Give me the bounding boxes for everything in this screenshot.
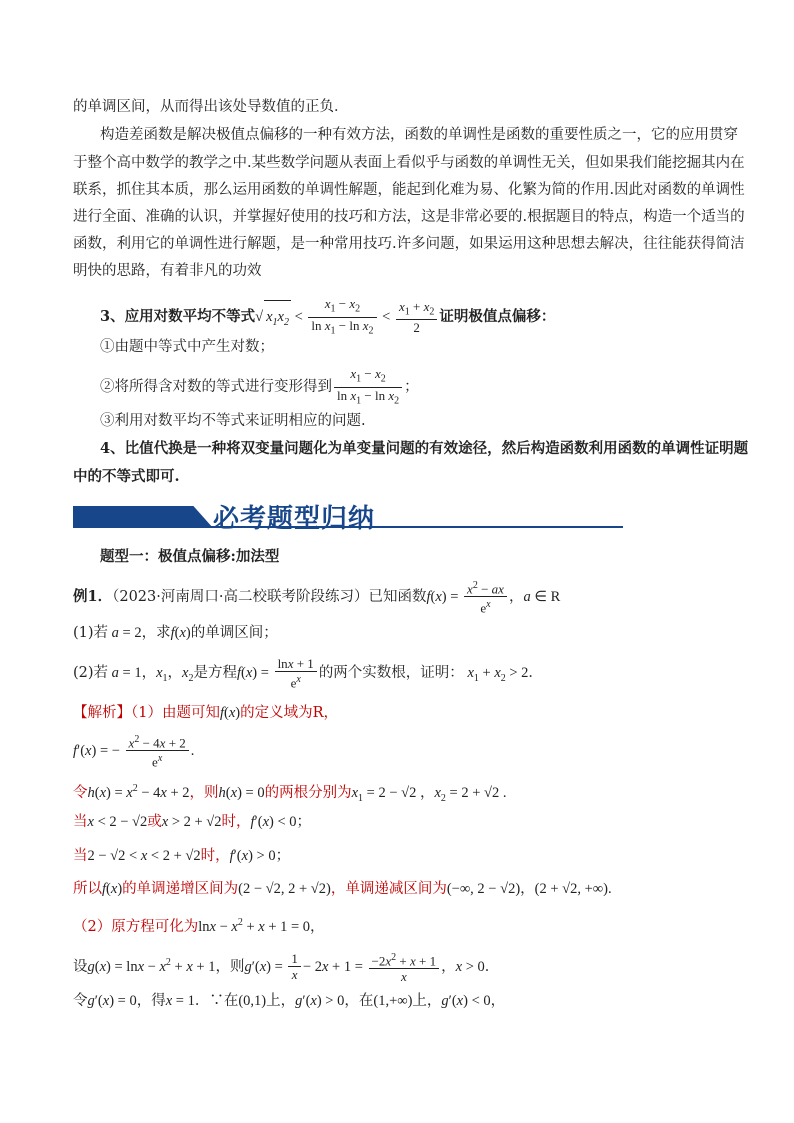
- section-banner: [73, 500, 623, 534]
- g-zero-mid-4: ，在: [344, 993, 374, 1009]
- g-prefix: 设: [73, 958, 88, 975]
- h-mid: ，则: [189, 784, 219, 801]
- step-2: ②将所得含对数的等式进行变形得到 $\frac{x_1 - x_2}{\ln x_1 - \ln x_2}$ ；: [100, 366, 419, 407]
- item-4-line-1: 4、比值代换是一种将双变量问题化为单变量问题的有效途径，然后构造函数利用函数的单调性证明题: [100, 440, 749, 457]
- step-2-suffix: ；: [404, 379, 419, 396]
- step-2-prefix: ②将所得含对数的等式进行变形得到: [100, 379, 332, 396]
- item-3: 3、应用对数平均不等式√ $x_1x_2$ < $\frac{x_1 - x_2}{\ln x_1 - \ln x_2}$ < $\frac{x_1 + x_2}{2}$ 证明极值点偏移：: [100, 296, 725, 328]
- paragraph-diff-3: 联系，抓住其本质，那么运用函数的单调性解题，能起到化难为易、化繁为简的作用.因此对函数的单调性: [73, 182, 745, 198]
- h-prefix: 令: [73, 784, 88, 801]
- g-zero-mid: ，得: [136, 993, 166, 1009]
- q2-mid-1: ，: [141, 665, 157, 682]
- banner-title: 必考题型归纳: [213, 504, 376, 534]
- paragraph-diff-1: 构造差函数是解决极值点偏移的一种有效方法，函数的单调性是函数的重要性质之一，它的应用贯穿: [100, 127, 738, 143]
- paragraph-diff-5: 函数，利用它的单调性进行解题，是一种常用技巧.许多问题，如果运用这种思想去解决，往往能获得简洁: [73, 236, 745, 252]
- h-mid-2: 的两根分别为: [264, 784, 352, 801]
- step-3: ③利用对数平均不等式来证明相应的问题.: [100, 413, 366, 429]
- q2-mid-2: 是方程: [193, 665, 237, 682]
- paragraph-diff-6: 明快的思路，有着非凡的功效: [73, 263, 262, 279]
- question-2: (2)若 a = 1，$x_1$，$x_2$是方程f(x) = $\frac{\ln x + 1}{e^x}$ 的两个实数根，证明： $x_1 + x_2 > 2$．: [73, 656, 543, 691]
- q2-prefix: (2)若: [73, 665, 109, 682]
- derivative-line: f′(x) = − $\frac{x^2 - 4x + 2}{e^x}$ .: [73, 734, 195, 770]
- paragraph-diff-2: 于整个高中数学的教学之中.某些数学问题从表面上看似乎与函数的单调性无关，但如果我们能挖掘其内在: [73, 155, 745, 171]
- q2-mid-3: 的两个实数根，证明：: [318, 665, 464, 682]
- q1-suffix: 的单调区间；: [190, 625, 278, 641]
- mono-mid-2: ，单调递减区间为: [330, 881, 447, 897]
- paragraph-top: 的单调区间，从而得出该处导数值的正负．: [73, 99, 349, 115]
- monotonic-line: 所以f(x)的单调递增区间为(2 − √2, 2 + √2)，单调递减区间为(−∞, 2 − √2)，(2 + √2, +∞).: [73, 881, 612, 897]
- g-zero-mid-3: 上，: [266, 993, 296, 1009]
- when-2-prefix: 当: [73, 848, 88, 864]
- g-zero-mid-2: ．∵在: [194, 993, 239, 1009]
- mono-mid-1: 的单调递增区间为: [122, 881, 239, 897]
- when-1-mid-2: 时，: [221, 814, 251, 830]
- type-1-title: 题型一：极值点偏移:加法型: [100, 548, 280, 565]
- step-1: ①由题中等式中产生对数；: [100, 339, 274, 355]
- when-1-mid: 或: [147, 814, 162, 830]
- mono-prefix: 所以: [73, 881, 102, 897]
- example-1: 例1．（2023·河南周口·高二校联考阶段练习）已知函数f(x) = $\frac{x^2 - ax}{e^x}$ ，a ∈ R: [73, 580, 561, 616]
- q1-mid: ，求: [141, 625, 171, 641]
- example-1-source: （2023·河南周口·高二校联考阶段练习）已知函数: [112, 588, 427, 605]
- question-1: (1)若 a = 2，求f(x)的单调区间；: [73, 625, 278, 641]
- g-zero-mid-5: 上，: [412, 993, 442, 1009]
- g-function-line: 设$g(x) = \ln x - x^2 + x + 1$，则g′(x) = $\frac{1}{x}$ − 2x + 1 = $\frac{-2x^2 + x + 1}{x}$ ，x > 0．: [73, 951, 500, 984]
- when-2-mid: 时，: [200, 848, 230, 864]
- solution-tag: 【解析】: [73, 705, 131, 721]
- solution-1: 【解析】（1）由题可知f(x)的定义域为R，: [73, 705, 339, 721]
- q1-prefix: (1)若: [73, 625, 109, 641]
- solution-1-text: （1）由题可知: [131, 705, 220, 721]
- solution-2-prefix: （2）原方程可化为: [73, 918, 199, 935]
- item-3-suffix: 证明极值点偏移：: [439, 308, 556, 326]
- example-1-label: 例1．: [73, 587, 113, 605]
- h-function-line: 令$h(x) = x^2 - 4x + 2$，则h(x) = 0的两根分别为$x_1 = 2 - √2$ ，$x_2 = 2 + √2$ .: [73, 783, 507, 804]
- when-1-line: 当x < 2 − √2或x > 2 + √2时，f′(x) < 0；: [73, 814, 312, 830]
- g-mid: ，则: [215, 958, 245, 975]
- solution-1-mid: 的定义域为R，: [240, 705, 339, 721]
- item-4-line-2: 中的不等式即可.: [73, 468, 180, 485]
- banner-bar: [73, 506, 213, 528]
- g-zero-line: 令g′(x) = 0，得x = 1．∵在(0,1)上，g′(x) > 0，在(1,+∞)上，g′(x) < 0，: [73, 993, 506, 1009]
- item-3-prefix: 3、应用对数平均不等式: [100, 308, 256, 326]
- solution-2-line: （2）原方程可化为$\ln x - x^2 + x + 1 = 0$，: [73, 917, 325, 935]
- when-2-line: 当2 − √2 < x < 2 + √2时，f′(x) > 0；: [73, 848, 291, 864]
- when-1-prefix: 当: [73, 814, 88, 830]
- g-zero-prefix: 令: [73, 993, 88, 1009]
- paragraph-diff-4: 进行全面、准确的认识，并掌握好使用的技巧和方法，这是非常必要的.根据题目的特点，构造一个适当的: [73, 209, 745, 225]
